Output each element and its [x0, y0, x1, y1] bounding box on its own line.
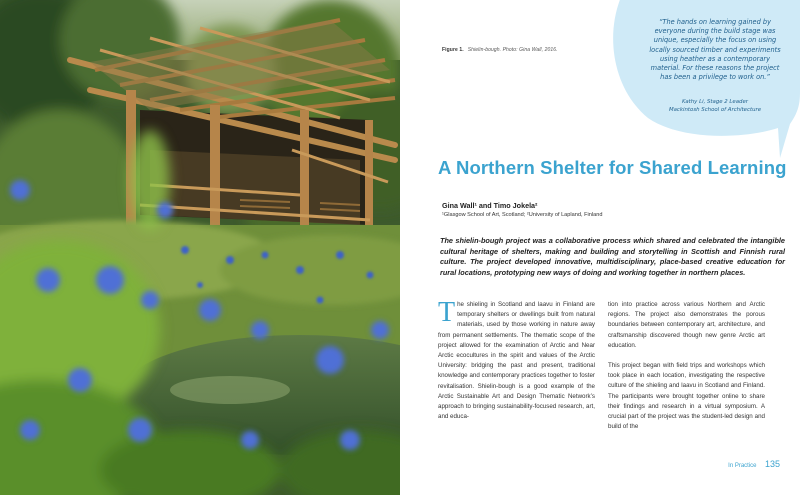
- body-paragraph: tion into practice across various Northern and Arctic regions. The project also demonstrates the porous boundaries between contemporary art, architecture, and craftsmanship discovered though new genre Arctic art education.: [608, 301, 765, 349]
- article-abstract: The shielin-bough project was a collaborative process which shared and celebrated the intangible cultural heritage of shelters, making and building and storytelling in Scottish and Finnish rural culture. The project developed innovative, multidisciplinary, place-based creative education for rural locations, prototyping new ways of doing and working together in northern places.: [440, 236, 785, 278]
- figure-label: Figure 1.: [442, 47, 464, 53]
- article-title: A Northern Shelter for Shared Learning: [438, 157, 787, 178]
- article-authors: Gina Wall¹ and Timo Jokela²: [442, 201, 538, 210]
- body-column-2: [608, 300, 765, 432]
- page-number: 135: [764, 459, 780, 469]
- body-paragraph: This project began with field trips and workshops which took place in each location, investigating the respective culture of the shieling and laavu in Scotland and Finland. The participants were brought together online to share their findings and research in a virtual symposium. A crucial part of the project was the student-led design and build of the: [608, 362, 765, 431]
- body-column-1: [438, 297, 595, 422]
- drop-cap: T: [438, 297, 456, 328]
- quote-attribution: [648, 98, 782, 114]
- figure-caption-text: Shielin-bough. Photo: Gina Wall, 2016.: [467, 47, 558, 53]
- text-page: [400, 0, 800, 495]
- figure-caption: [442, 47, 558, 53]
- article-affiliations: ¹Glasgow School of Art, Scotland; ²University of Lapland, Finland: [442, 212, 603, 218]
- section-name: In Practice: [728, 463, 757, 469]
- quote-attribution-school: Mackintosh School of Architecture: [668, 107, 762, 113]
- quote-attribution-name: Kathy Li, Stage 2 Leader: [681, 99, 749, 105]
- page-footer: [728, 454, 780, 472]
- pull-quote: “The hands on learning gained by everyone during the build stage was unique, especially the focus on using locally sourced timber and experiments using heather as a contemporary material. For these reasons the project has been a privilege to work on.”: [649, 18, 781, 82]
- body-paragraph: he shieling in Scotland and laavu in Finland are temporary shelters or dwellings built from natural materials, used by those working in nature away from permanent settlements. The thematic scope of the project allowed for the examination of Arctic and Near Arctic ecocultures in the spirit and values of the Arctic University: bridging the past and present, traditional knowledge and contemporary practices together to foster revitalisation. Shielin-bough is a good example of the Arctic Sustainable Art and Design Thematic Network’s approach to bringing sustainability-focused research, art, and educa-: [438, 301, 595, 421]
